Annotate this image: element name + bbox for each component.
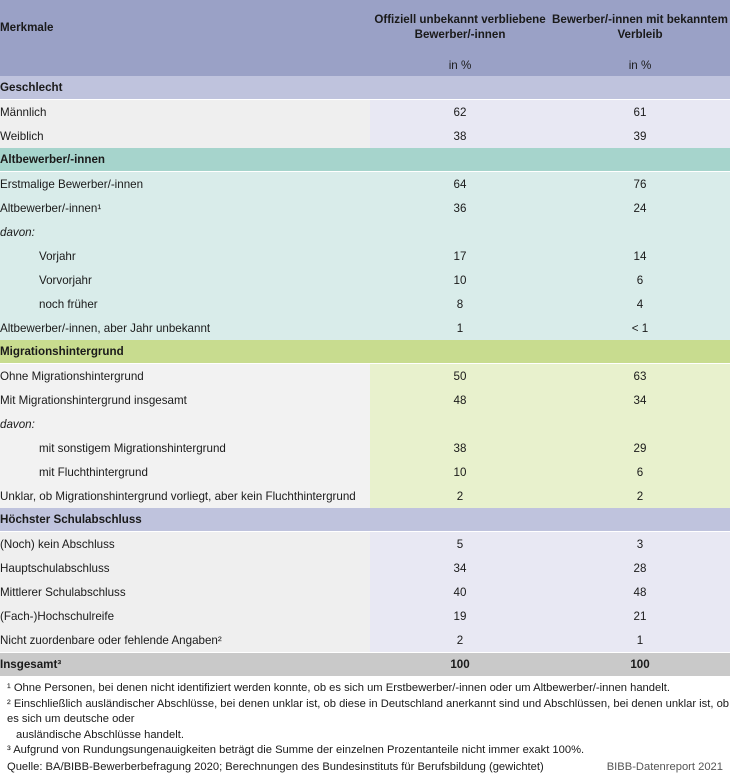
row-value-col1: 50 <box>370 364 550 389</box>
header-unknown-applicants: Offiziell unbekannt verbliebene Bewerber/-innen <box>370 0 550 54</box>
source-text: Quelle: BA/BIBB-Bewerberbefragung 2020; Berechnungen des Bundesinstituts für Berufsbildung (gewichtet) <box>7 760 544 773</box>
row-value-col2: < 1 <box>550 316 730 340</box>
row-value-col1: 10 <box>370 268 550 292</box>
row-value-col1: 62 <box>370 100 550 125</box>
row-label: Altbewerber/-innen, aber Jahr unbekannt <box>0 316 370 340</box>
row-value-col2: 1 <box>550 628 730 653</box>
section-header-cell <box>370 508 550 532</box>
row-label: Weiblich <box>0 124 370 148</box>
section-header-row <box>0 76 730 100</box>
row-value-col2: 28 <box>550 556 730 580</box>
row-value-col2: 2 <box>550 484 730 508</box>
table-body <box>0 76 730 653</box>
table-row <box>0 628 730 653</box>
row-label: mit sonstigem Migrationshintergrund <box>0 436 370 460</box>
row-value-col1: 2 <box>370 484 550 508</box>
section-header-cell <box>550 340 730 364</box>
header-known-applicants: Bewerber/-innen mit bekanntem Verbleib <box>550 0 730 54</box>
table-row <box>0 196 730 220</box>
header-merkmale: Merkmale <box>0 0 370 54</box>
table-row <box>0 364 730 389</box>
row-value-col2 <box>550 412 730 436</box>
source-line <box>0 759 730 773</box>
row-value-col2 <box>550 220 730 244</box>
row-value-col1: 48 <box>370 388 550 412</box>
row-value-col1: 38 <box>370 436 550 460</box>
row-value-col2: 14 <box>550 244 730 268</box>
row-label: (Fach-)Hochschulreife <box>0 604 370 628</box>
row-value-col2: 21 <box>550 604 730 628</box>
total-value-col1: 100 <box>370 653 550 677</box>
row-label: Mit Migrationshintergrund insgesamt <box>0 388 370 412</box>
row-label: Ohne Migrationshintergrund <box>0 364 370 389</box>
row-label: davon: <box>0 220 370 244</box>
table-header-row <box>0 0 730 54</box>
total-row <box>0 653 730 677</box>
section-header-cell <box>550 508 730 532</box>
row-label: Erstmalige Bewerber/-innen <box>0 172 370 197</box>
section-header-cell <box>550 76 730 100</box>
row-value-col1: 1 <box>370 316 550 340</box>
row-value-col2: 61 <box>550 100 730 125</box>
section-title: Geschlecht <box>0 76 370 100</box>
table-row <box>0 580 730 604</box>
table-row <box>0 100 730 125</box>
row-value-col2: 63 <box>550 364 730 389</box>
row-value-col2: 3 <box>550 532 730 557</box>
row-value-col1: 5 <box>370 532 550 557</box>
row-label: Vorjahr <box>0 244 370 268</box>
section-header-cell <box>370 148 550 172</box>
row-value-col1: 8 <box>370 292 550 316</box>
table-row <box>0 172 730 197</box>
table-row <box>0 460 730 484</box>
row-label: (Noch) kein Abschluss <box>0 532 370 557</box>
row-value-col1: 10 <box>370 460 550 484</box>
row-label: mit Fluchthintergrund <box>0 460 370 484</box>
table-row <box>0 244 730 268</box>
section-header-cell <box>370 76 550 100</box>
row-value-col2: 24 <box>550 196 730 220</box>
row-label: Nicht zuordenbare oder fehlende Angaben² <box>0 628 370 653</box>
table-row <box>0 292 730 316</box>
row-label: davon: <box>0 412 370 436</box>
table-unit-row <box>0 54 730 76</box>
row-label: Hauptschulabschluss <box>0 556 370 580</box>
footnote: ³ Aufgrund von Rundungsungenauigkeiten beträgt die Summe der einzelnen Prozentanteile nicht immer exakt 100%. <box>7 744 585 756</box>
row-label: Unklar, ob Migrationshintergrund vorliegt, aber kein Fluchthintergrund <box>0 484 370 508</box>
row-label: Männlich <box>0 100 370 125</box>
row-value-col1: 19 <box>370 604 550 628</box>
row-value-col1 <box>370 220 550 244</box>
section-title: Altbewerber/-innen <box>0 148 370 172</box>
section-header-row <box>0 148 730 172</box>
table-row <box>0 436 730 460</box>
row-value-col2: 29 <box>550 436 730 460</box>
row-value-col2: 48 <box>550 580 730 604</box>
table-row <box>0 412 730 436</box>
footnote: ² Einschließlich ausländischer Abschlüsse, bei denen unklar ist, ob diese in Deutschland anerkannt sind und Abschlüssen, bei denen unklar ist, ob es sich um deutsche oder <box>7 697 730 725</box>
row-value-col1: 36 <box>370 196 550 220</box>
table-row <box>0 604 730 628</box>
row-label: noch früher <box>0 292 370 316</box>
brand-label: BIBB-Datenreport 2021 <box>606 760 723 773</box>
table-row <box>0 532 730 557</box>
row-value-col2: 4 <box>550 292 730 316</box>
table-row <box>0 268 730 292</box>
row-value-col2: 34 <box>550 388 730 412</box>
section-title: Migrationshintergrund <box>0 340 370 364</box>
total-label: Insgesamt³ <box>0 653 370 677</box>
row-value-col1: 34 <box>370 556 550 580</box>
row-value-col1: 38 <box>370 124 550 148</box>
row-value-col2: 6 <box>550 268 730 292</box>
row-label: Vorvorjahr <box>0 268 370 292</box>
row-value-col2: 76 <box>550 172 730 197</box>
unit-empty-cell <box>0 54 370 76</box>
footnote: ¹ Ohne Personen, bei denen nicht identifiziert werden konnte, ob es sich um Erstbewerber/-innen oder um Altbewerber/-innen handelt. <box>7 682 670 694</box>
row-label: Altbewerber/-innen¹ <box>0 196 370 220</box>
section-header-row <box>0 508 730 532</box>
row-value-col1: 2 <box>370 628 550 653</box>
total-value-col2: 100 <box>550 653 730 677</box>
table-row <box>0 484 730 508</box>
section-header-row <box>0 340 730 364</box>
table-row <box>0 220 730 244</box>
table-row <box>0 388 730 412</box>
row-value-col2: 39 <box>550 124 730 148</box>
footnotes <box>0 676 730 759</box>
section-header-cell <box>370 340 550 364</box>
section-title: Höchster Schulabschluss <box>0 508 370 532</box>
section-header-cell <box>550 148 730 172</box>
row-value-col1: 17 <box>370 244 550 268</box>
row-value-col1 <box>370 412 550 436</box>
row-label: Mittlerer Schulabschluss <box>0 580 370 604</box>
row-value-col2: 6 <box>550 460 730 484</box>
table-row <box>0 556 730 580</box>
table-row <box>0 316 730 340</box>
row-value-col1: 64 <box>370 172 550 197</box>
footnote: ausländische Abschlüsse handelt. <box>16 728 184 741</box>
row-value-col1: 40 <box>370 580 550 604</box>
unit-col1: in % <box>370 54 550 76</box>
unit-col2: in % <box>550 54 730 76</box>
table-row <box>0 124 730 148</box>
